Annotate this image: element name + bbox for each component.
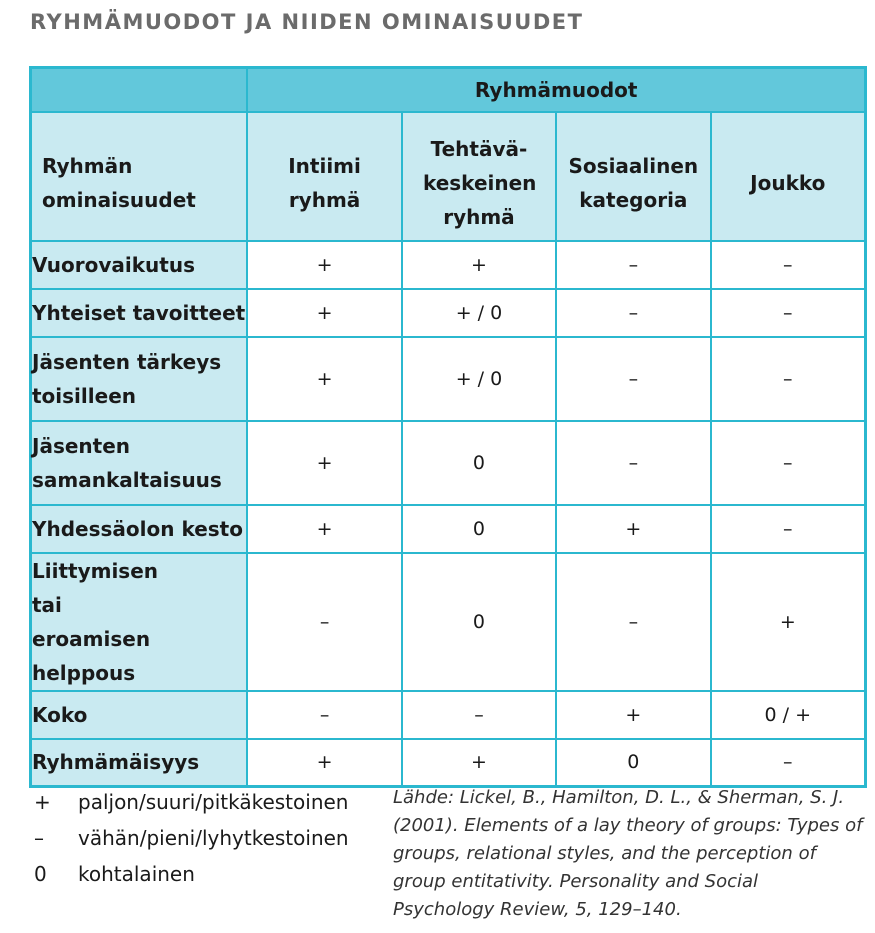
table-cell: – [402, 691, 556, 739]
row-label: Yhdessäolon kesto [31, 505, 248, 553]
table-cell: – [711, 505, 866, 553]
table-cell: + [247, 739, 401, 787]
table-row [31, 337, 866, 421]
table-row [31, 421, 866, 505]
legend-item [34, 784, 349, 820]
row-header-label: Ryhmän ominaisuudet [42, 154, 196, 212]
table-cell: + / 0 [402, 337, 556, 421]
group-types-header: Ryhmämuodot [247, 68, 865, 112]
table-cell: – [556, 421, 710, 505]
table-group-header-row [31, 68, 866, 112]
column-header-label: Sosiaalinen kategoria [568, 154, 699, 212]
row-label: Yhteiset tavoitteet [31, 289, 248, 337]
column-header-label: Joukko [750, 171, 826, 195]
legend-symbol: – [34, 826, 44, 850]
table-cell: – [711, 241, 866, 289]
row-header [31, 112, 248, 241]
page-title: RYHMÄMUODOT JA NIIDEN OMINAISUUDET [30, 10, 584, 34]
legend-symbol: + [34, 790, 51, 814]
table-cell: + [556, 691, 710, 739]
table-cell: – [556, 337, 710, 421]
table-corner-cell [31, 68, 248, 112]
row-label-text: Jäsenten samankaltaisuus [32, 433, 222, 492]
table-cell: – [247, 553, 401, 691]
row-label [31, 421, 248, 505]
row-label-text: Liittymisen tai eroamisen helppous [32, 558, 159, 685]
column-header-label: Tehtävä- keskeinen ryhmä [422, 137, 537, 229]
table-cell: – [711, 739, 866, 787]
legend-item [34, 856, 349, 892]
table-cell: + [556, 505, 710, 553]
column-header [556, 112, 710, 241]
legend-symbol: 0 [34, 862, 47, 886]
table-cell: – [711, 421, 866, 505]
table-cell: 0 [402, 421, 556, 505]
source-citation: Lähde: Lickel, B., Hamilton, D. L., & Sherman, S. J. (2001). Elements of a lay theory of groups: Types of groups, relational styles, and the perception of group entitativity. Personality and Social Psychology Review, 5, 129–140. [393, 787, 863, 920]
table-cell: + [711, 553, 866, 691]
table-row [31, 289, 866, 337]
table-cell: 0 [402, 553, 556, 691]
table-cell: 0 [556, 739, 710, 787]
table-cell: + [247, 421, 401, 505]
table-cell: + [247, 241, 401, 289]
table-row [31, 691, 866, 739]
column-header [711, 112, 866, 241]
table-row [31, 553, 866, 691]
table-cell: – [247, 691, 401, 739]
legend-item [34, 820, 349, 856]
row-label [31, 337, 248, 421]
table-row [31, 241, 866, 289]
table-cell: – [711, 337, 866, 421]
row-label [31, 553, 248, 691]
table-cell: + / 0 [402, 289, 556, 337]
table-row [31, 505, 866, 553]
row-label: Vuorovaikutus [31, 241, 248, 289]
table-row [31, 739, 866, 787]
legend [34, 784, 349, 892]
table-cell: – [556, 289, 710, 337]
table-cell: – [711, 289, 866, 337]
legend-text: kohtalainen [78, 862, 195, 886]
legend-text: vähän/pieni/lyhytkestoinen [78, 826, 349, 850]
table-cell: – [556, 553, 710, 691]
group-properties-table [29, 66, 867, 788]
table-column-header-row [31, 112, 866, 241]
table-cell: + [247, 505, 401, 553]
column-header-label: Intiimi ryhmä [288, 154, 361, 212]
row-label-text: Jäsenten tärkeys toisilleen [32, 349, 222, 408]
table-cell: 0 [402, 505, 556, 553]
legend-text: paljon/suuri/pitkäkestoinen [78, 790, 349, 814]
column-header [247, 112, 401, 241]
table-cell: + [402, 739, 556, 787]
row-label: Ryhmämäisyys [31, 739, 248, 787]
table-cell: + [247, 337, 401, 421]
table-cell: – [556, 241, 710, 289]
row-label: Koko [31, 691, 248, 739]
table-cell: + [247, 289, 401, 337]
column-header [402, 112, 556, 241]
table-cell: + [402, 241, 556, 289]
table-cell: 0 / + [711, 691, 866, 739]
